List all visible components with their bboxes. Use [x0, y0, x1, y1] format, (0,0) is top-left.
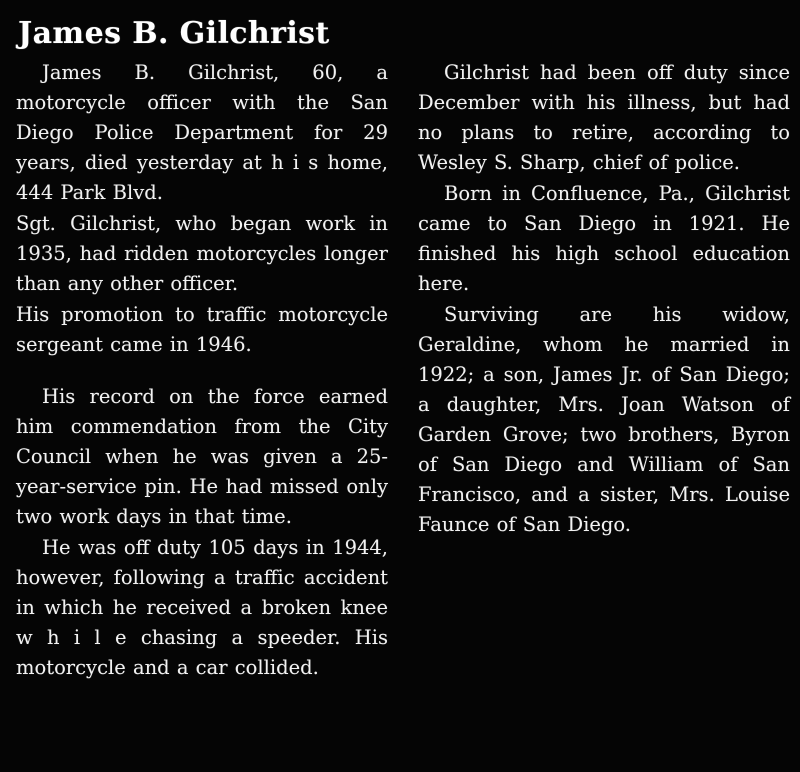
paragraph: James B. Gilchrist, 60, a motorcycle officer with the San Diego Police Department for 29 years, died yesterday at h i s home, 444 Park Blvd.: [16, 61, 388, 204]
paragraph: Gilchrist had been off duty since December with his illness, but had no plans to retire, according to Wesley S. Sharp, chief of police.: [418, 61, 790, 174]
paragraph: His record on the force earned him commendation from the City Council when he was given a 25-year-service pin. He had missed only two work days in that time.: [16, 385, 388, 528]
article-columns: [0, 58, 800, 684]
paragraph: He was off duty 105 days in 1944, however, following a traffic accident in which he received a broken knee w h i l e chasing a speeder. His motorcycle and a car collided.: [16, 536, 388, 679]
left-column: [0, 58, 396, 684]
page-title: James B. Gilchrist: [18, 16, 330, 51]
right-column: [418, 58, 800, 684]
paragraph: Sgt. Gilchrist, who began work in 1935, had ridden motorcycles longer than any other officer.: [16, 212, 388, 295]
paragraph: His promotion to traffic motorcycle sergeant came in 1946.: [16, 303, 388, 356]
paragraph: Surviving are his widow, Geraldine, whom he married in 1922; a son, James Jr. of San Diego; a daughter, Mrs. Joan Watson of Garden Grove; two brothers, Byron of San Diego and William of San Francisco, and a sister, Mrs. Louise Faunce of San Diego.: [418, 303, 790, 536]
paragraph: Born in Confluence, Pa., Gilchrist came to San Diego in 1921. He finished his high school education here.: [418, 182, 790, 295]
